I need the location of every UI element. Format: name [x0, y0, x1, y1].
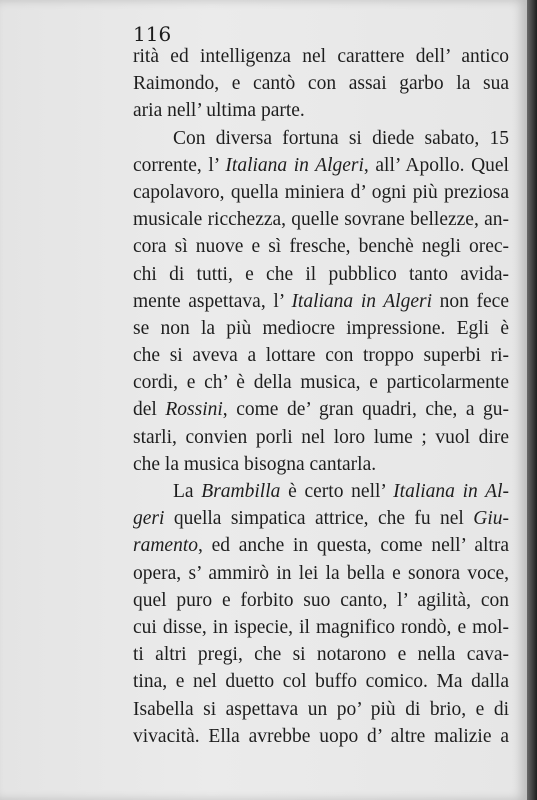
text-line	[133, 614, 509, 641]
text-segment: cordi, e ch’ è della musica, e particolarmente	[133, 372, 509, 394]
text-segment: aria nell’ ultima parte.	[133, 100, 305, 122]
text-line	[133, 43, 509, 70]
text-segment: starli, convien porli nel loro lume ; vuol dire	[133, 426, 509, 448]
italic-text: Italiana in Al-	[393, 481, 509, 502]
text-segment: quella simpatica attrice, che fu nel	[164, 508, 474, 530]
text-segment: mente aspettava, l’	[133, 290, 292, 312]
page-edge-shadow	[527, 0, 537, 800]
text-segment: che si aveva a lottare con troppo superbi ri-	[133, 345, 509, 367]
text-segment: tina, e nel duetto col buffo comico. Ma dalla	[133, 671, 509, 693]
italic-text: geri	[133, 508, 165, 530]
text-segment: cora sì nuove e sì fresche, benchè negli orec-	[133, 236, 509, 258]
text-line	[133, 696, 509, 723]
text-segment: , ed anche in questa, come nell’ altra	[198, 535, 509, 557]
text-line	[133, 587, 509, 614]
text-line	[133, 125, 509, 152]
text-line	[133, 97, 509, 124]
text-line	[133, 369, 509, 396]
text-line	[133, 396, 509, 423]
text-segment: quel puro e forbito suo canto, l’ agilità, con	[133, 589, 509, 611]
text-segment: , come de’ gran quadri, che, a gu-	[222, 399, 509, 421]
body-text	[133, 43, 509, 750]
text-line	[133, 451, 509, 478]
text-segment: è certo nell’	[280, 481, 394, 502]
text-segment: rità ed intelligenza nel carattere dell’ antico	[133, 46, 509, 67]
text-line	[133, 668, 509, 695]
text-line	[133, 532, 509, 559]
text-segment: cui disse, in ispecie, il magnifico rondò, e mol-	[133, 616, 509, 638]
text-line	[133, 152, 509, 179]
text-line	[133, 505, 509, 532]
italic-text: Rossini	[165, 399, 223, 421]
text-line	[133, 288, 509, 315]
text-segment: capolavoro, quella miniera d’ ogni più preziosa	[133, 181, 509, 203]
italic-text: Italiana in Algeri	[225, 154, 364, 176]
italic-text: Italiana in Algeri	[291, 290, 433, 312]
text-line	[133, 641, 509, 668]
text-line	[133, 478, 509, 505]
text-segment: ti altri pregi, che si notarono e nella cava-	[133, 644, 509, 666]
italic-text: ramento	[133, 535, 198, 557]
text-segment: vivacità. Ella avrebbe uopo d’ altre malizie a	[133, 725, 509, 747]
text-segment: La	[173, 481, 202, 502]
text-segment: che la musica bisogna cantarla.	[133, 453, 377, 475]
text-line	[133, 424, 509, 451]
text-segment: Isabella si aspettava un po’ più di brio, e di	[133, 698, 509, 720]
text-line	[133, 233, 509, 260]
text-line	[133, 70, 509, 97]
text-line	[133, 342, 509, 369]
text-segment: , all’ Apollo. Quel	[363, 154, 509, 176]
text-segment: Raimondo, e cantò con assai garbo la sua	[133, 73, 509, 95]
page-number: 116	[133, 22, 172, 46]
text-line	[133, 179, 509, 206]
text-segment: musicale ricchezza, quelle sovrane bellezze, an-	[133, 209, 509, 231]
text-segment: se non la più mediocre impressione. Egli è	[133, 317, 509, 339]
text-line	[133, 560, 509, 587]
italic-text: Giu-	[473, 508, 509, 530]
text-segment: del	[133, 399, 166, 421]
text-segment: non fece	[432, 290, 509, 312]
text-segment: chi di tutti, e che il pubblico tanto avida-	[133, 263, 509, 285]
text-segment: Con diversa fortuna si diede sabato, 15	[173, 127, 509, 149]
text-line	[133, 315, 509, 342]
italic-text: Brambilla	[201, 481, 281, 502]
text-segment: corrente, l’	[133, 154, 226, 176]
text-line	[133, 206, 509, 233]
text-segment: opera, s’ ammirò in lei la bella e sonora voce,	[133, 562, 509, 584]
text-line	[133, 723, 509, 750]
text-line	[133, 261, 509, 288]
